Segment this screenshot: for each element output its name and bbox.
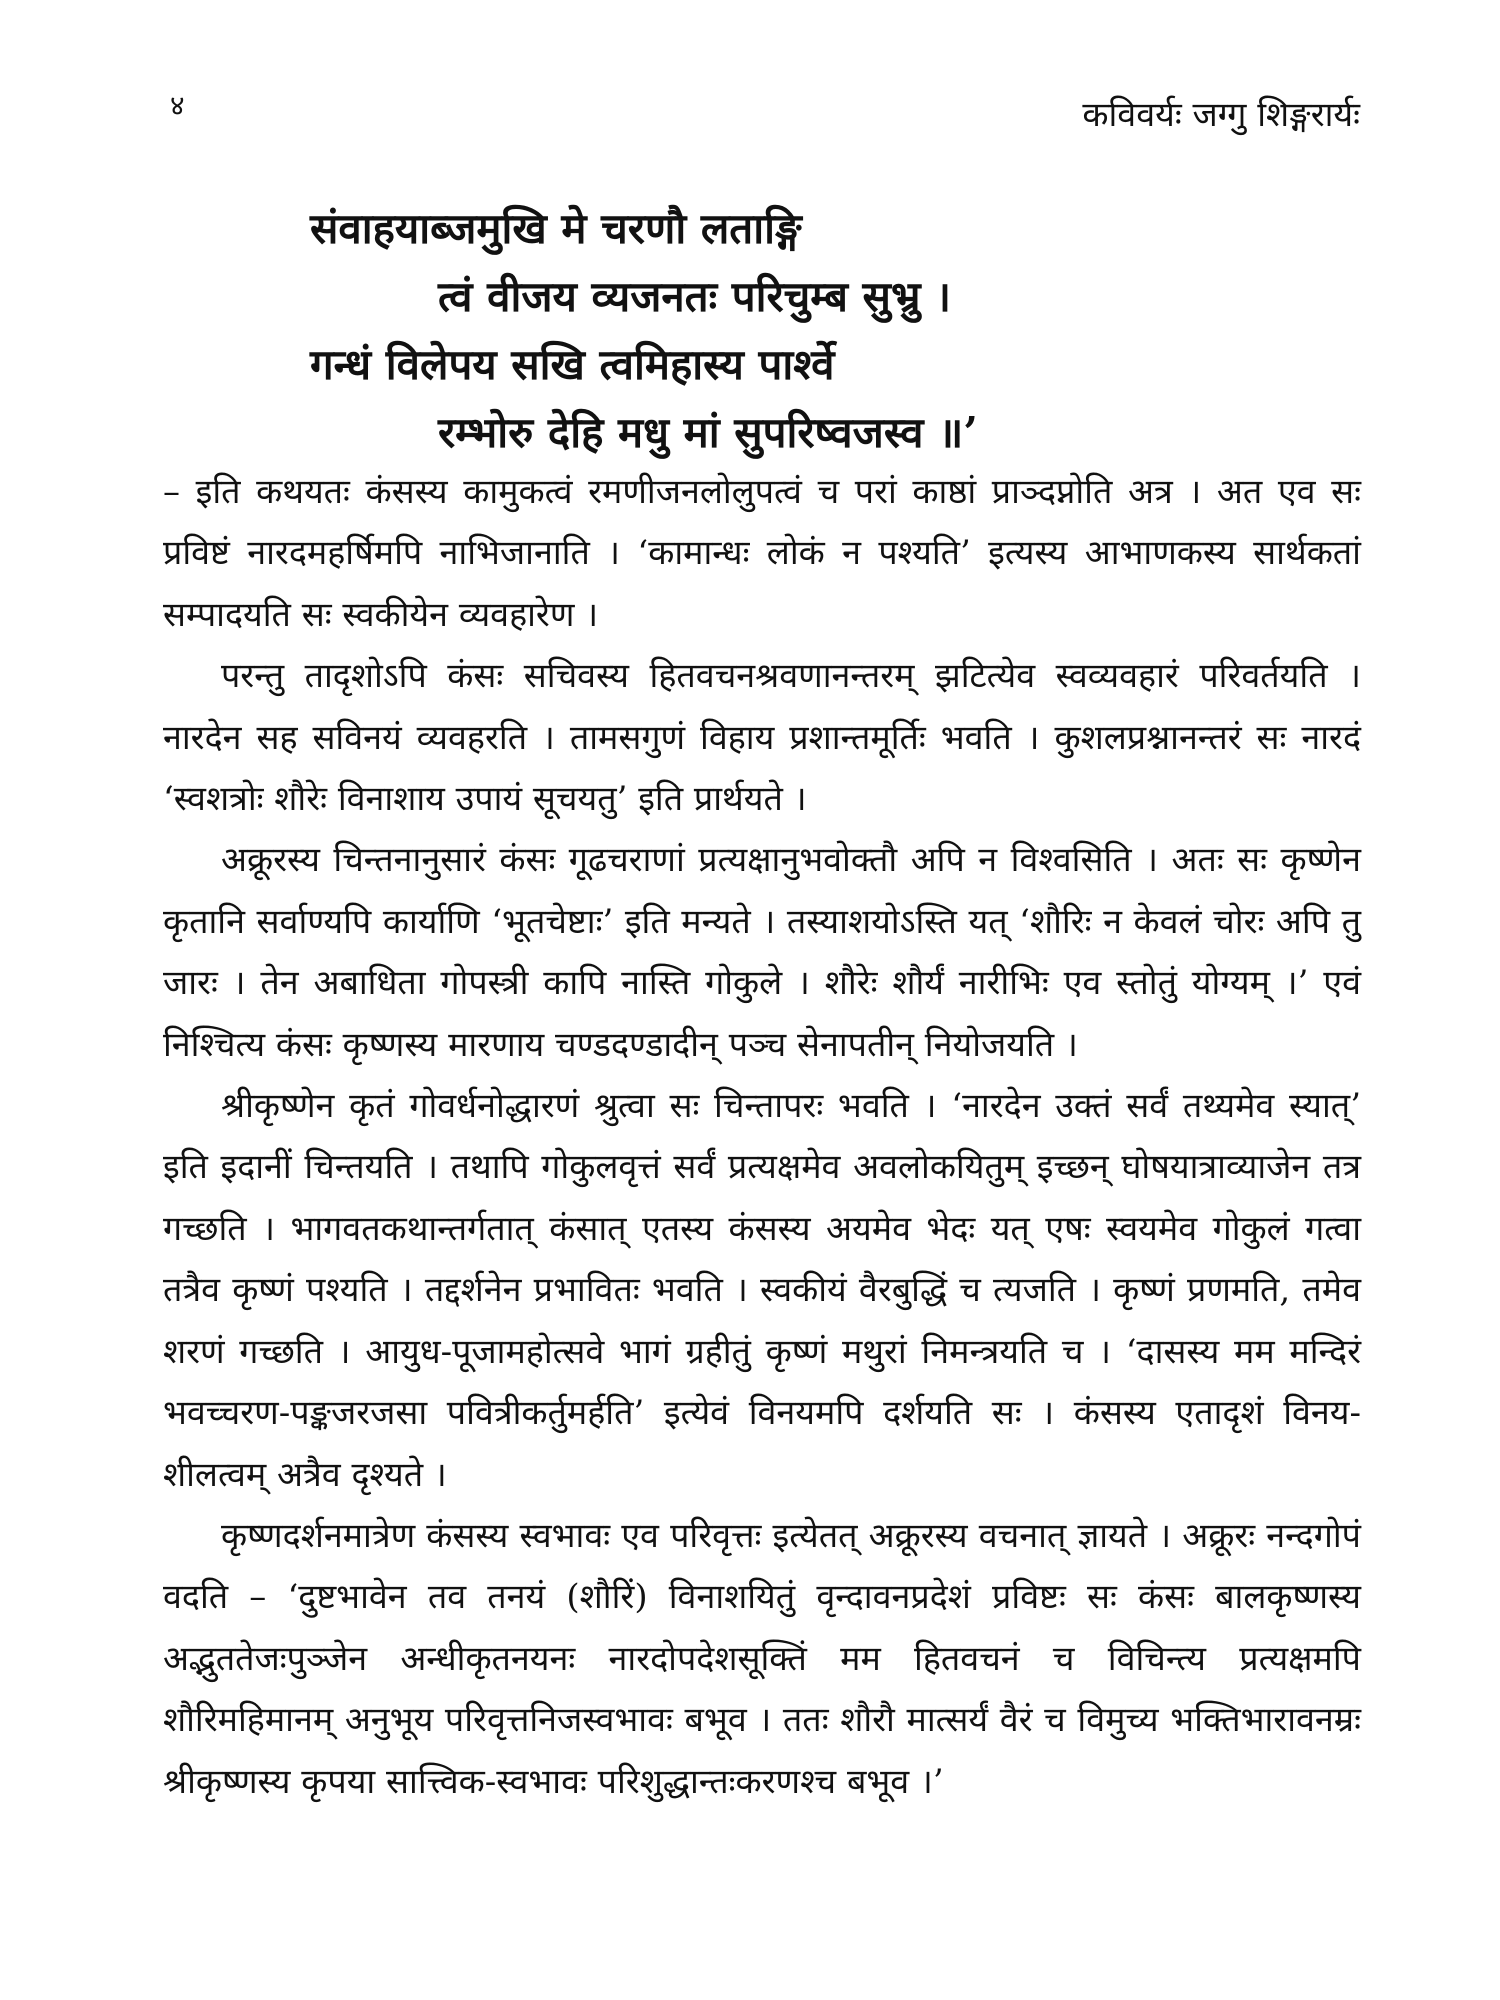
paragraph-3: अक्रूरस्य चिन्तनानुसारं कंसः गूढचराणां प्रत्यक्षानुभवोक्तौ अपि न विश्वसिति । अतः सः कृष्णेन कृतानि सर्वाण्यपि कार्याणि ‘भूतचेष्टाः’ इति मन्यते । तस्याशयोऽस्ति यत् ‘शौरिः न केवलं चोरः अपि तु जारः । तेन अबाधिता गोपस्त्री कापि नास्ति गोकुले । शौरेः शौर्यं नारीभिः एव स्तोतुं योग्यम् ।’ एवं निश्चित्य कंसः कृष्णस्य मारणाय चण्डदण्डादीन् पञ्च सेनापतीन् नियोजयति ।: [163, 840, 1361, 1065]
body-text: [163, 462, 1361, 1813]
page-number: ४: [170, 89, 185, 122]
paragraph-5: कृष्णदर्शनमात्रेण कंसस्य स्वभावः एव परिवृत्तः इत्येतत् अक्रूरस्य वचनात् ज्ञायते । अक्रूरः नन्दगोपं वदति – ‘दुष्टभावेन तव तनयं (शौरिं) विनाशयितुं वृन्दावनप्रदेशं प्रविष्टः सः कंसः बालकृष्णस्य अद्भुततेजःपुञ्जेन अन्धीकृतनयनः नारदोपदेशसूक्तिं मम हितवचनं च विचिन्त्य प्रत्यक्षमपि शौरिमहिमानम् अनुभूय परिवृत्तनिजस्वभावः बभूव । ततः शौरौ मात्सर्यं वैरं च विमुच्य भक्तिभारावनम्रः श्रीकृष्णस्य कृपया सात्त्विक-स्वभावः परिशुद्धान्तःकरणश्च बभूव ।’: [163, 1515, 1361, 1802]
verse-line-2: त्वं वीजय व्यजनतः परिचुम्ब सुभ्रु ।: [438, 272, 952, 321]
paragraph-2: परन्तु तादृशोऽपि कंसः सचिवस्य हितवचनश्रवणानन्तरम् झटित्येव स्वव्यवहारं परिवर्तयति । नारदेन सह सविनयं व्यवहरति । तामसगुणं विहाय प्रशान्तमूर्तिः भवति । कुशलप्रश्नानन्तरं सः नारदं ‘स्वशत्रोः शौरेः विनाशाय उपायं सूचयतु’ इति प्रार्थयते ।: [163, 656, 1361, 820]
paragraph-4: श्रीकृष्णेन कृतं गोवर्धनोद्धारणं श्रुत्वा सः चिन्तापरः भवति । ‘नारदेन उक्तं सर्वं तथ्यमेव स्यात्’ इति इदानीं चिन्तयति । तथापि गोकुलवृत्तं सर्वं प्रत्यक्षमेव अवलोकयितुम् इच्छन् घोषयात्राव्याजेन तत्र गच्छति । भागवतकथान्तर्गतात् कंसात् एतस्य कंसस्य अयमेव भेदः यत् एषः स्वयमेव गोकुलं गत्वा तत्रैव कृष्णं पश्यति । तद्दर्शनेन प्रभावितः भवति । स्वकीयं वैरबुद्धिं च त्यजति । कृष्णं प्रणमति, तमेव शरणं गच्छति । आयुध-पूजामहोत्सवे भागं ग्रहीतुं कृष्णं मथुरां निमन्त्रयति च । ‘दासस्य मम मन्दिरं भवच्चरण-पङ्कजरजसा पवित्रीकर्तुमर्हति’ इत्येवं विनयमपि दर्शयति सः । कंसस्य एतादृशं विनय-शीलत्वम् अत्रैव दृश्यते ।: [163, 1086, 1361, 1495]
verse-line-4: रम्भोरु देहि मधु मां सुपरिष्वजस्व ॥’: [438, 408, 978, 457]
verse-line-1: संवाहयाब्जमुखि मे चरणौ लताङ्गि: [310, 204, 802, 253]
paragraph-1: – इति कथयतः कंसस्य कामुकत्वं रमणीजनलोलुपत्वं च परां काष्ठां प्राञ्दप्नोति अत्र । अत एव सः प्रविष्टं नारदमहर्षिमपि नाभिजानाति । ‘कामान्धः लोकं न पश्यति’ इत्यस्य आभाणकस्य सार्थकतां सम्पादयति सः स्वकीयेन व्यवहारेण ।: [163, 472, 1362, 635]
running-title: कविवर्यः जग्गु शिङ्गरार्यः: [1082, 95, 1360, 135]
verse-line-3: गन्धं विलेपय सखि त्वमिहास्य पार्श्वे: [310, 340, 835, 389]
verse-block: [160, 195, 1360, 467]
